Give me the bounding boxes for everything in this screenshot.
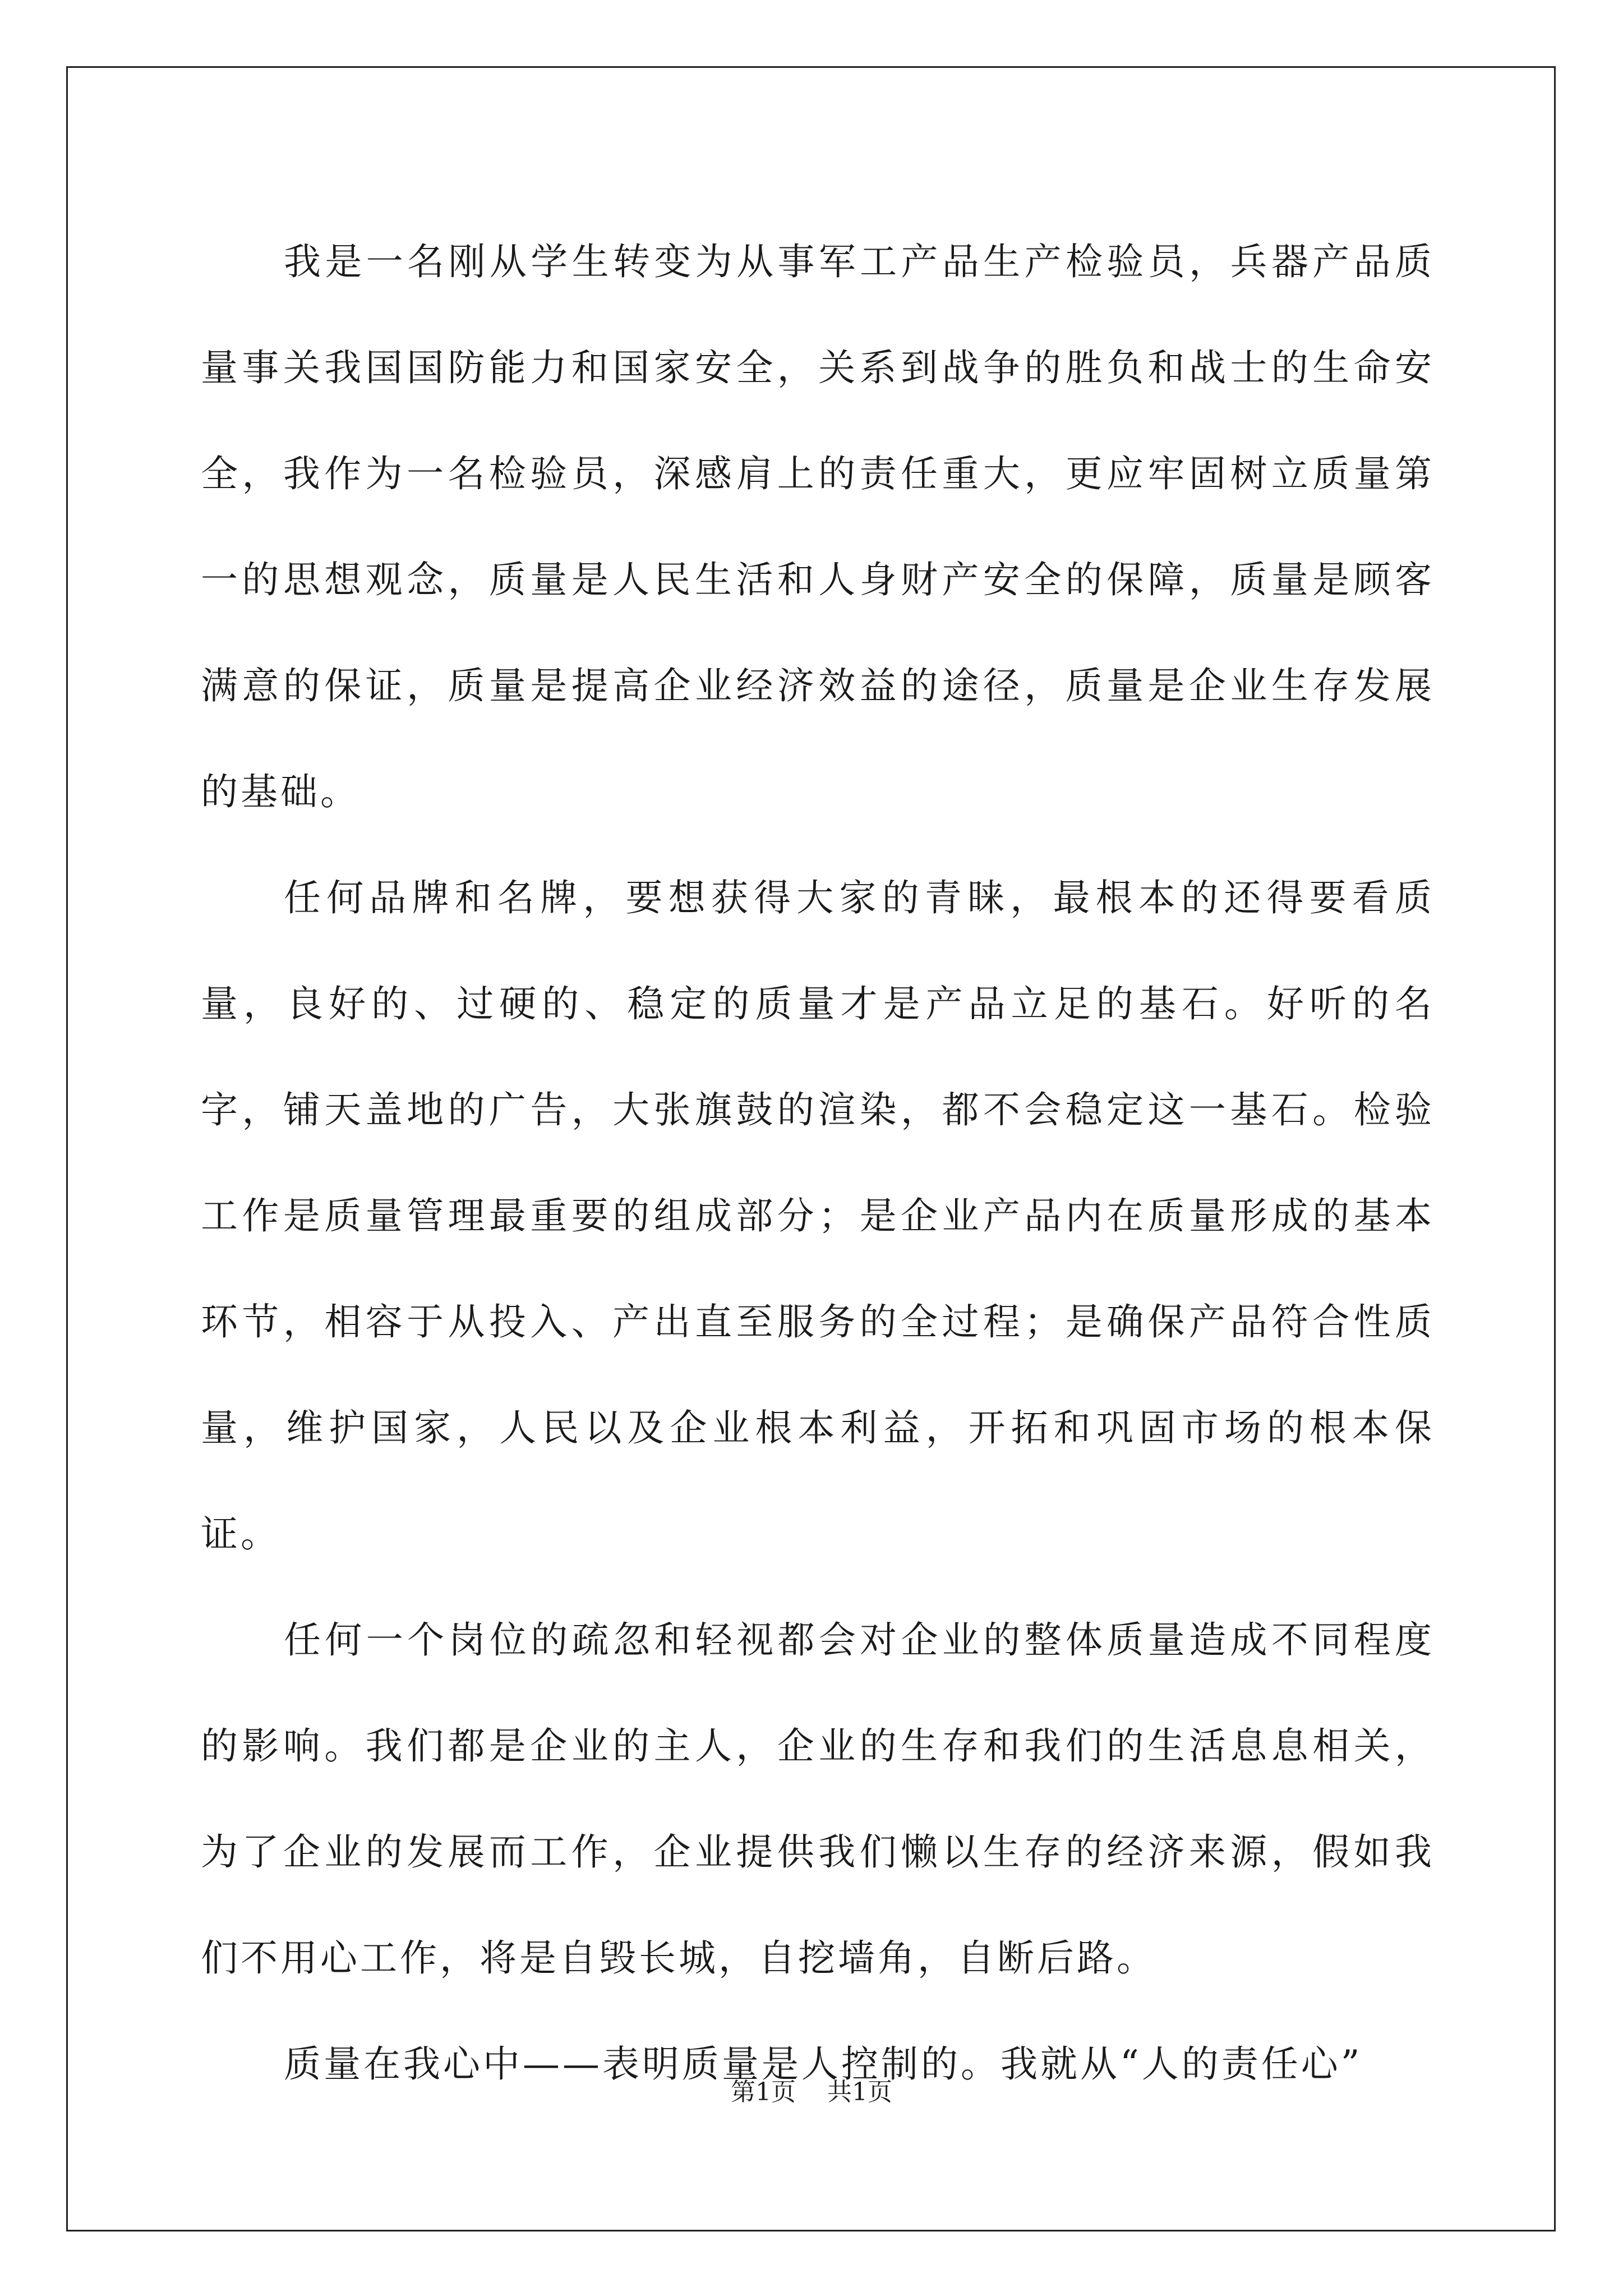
document-body: [201, 209, 1435, 2117]
paragraph-2: 任何品牌和名牌，要想获得大家的青睐，最根本的还得要看质量，良好的、过硬的、稳定的质量才是产品立足的基石。好听的名字，铺天盖地的广告，大张旗鼓的渲染，都不会稳定这一基石。检验工作是质量管理最重要的组成部分；是企业产品内在质量形成的基本环节，相容于从投入、产出直至服务的全过程；是确保产品符合性质量，维护国家，人民以及企业根本利益，开拓和巩固市场的根本保证。: [201, 876, 1435, 1556]
page-footer: [0, 2076, 1623, 2109]
paragraph-3: 任何一个岗位的疏忽和轻视都会对企业的整体质量造成不同程度的影响。我们都是企业的主人，企业的生存和我们的生活息息相关，为了企业的发展而工作，企业提供我们懒以生存的经济来源，假如我们不用心工作，将是自毁长城，自挖墙角，自断后路。: [201, 1618, 1435, 1980]
paragraph-1: 我是一名刚从学生转变为从事军工产品生产检验员，兵器产品质量事关我国国防能力和国家安全，关系到战争的胜负和战士的生命安全，我作为一名检验员，深感肩上的责任重大，更应牢固树立质量第一的思想观念，质量是人民生活和人身财产安全的保障，质量是顾客满意的保证，质量是提高企业经济效益的途径，质量是企业生存发展的基础。: [201, 240, 1435, 813]
page-number: 第1页: [731, 2078, 796, 2106]
paragraph-4: 质量在我心中——表明质量是人控制的。我就从“人的责任心”: [284, 2042, 1363, 2086]
page-total: 共1页: [827, 2078, 892, 2106]
